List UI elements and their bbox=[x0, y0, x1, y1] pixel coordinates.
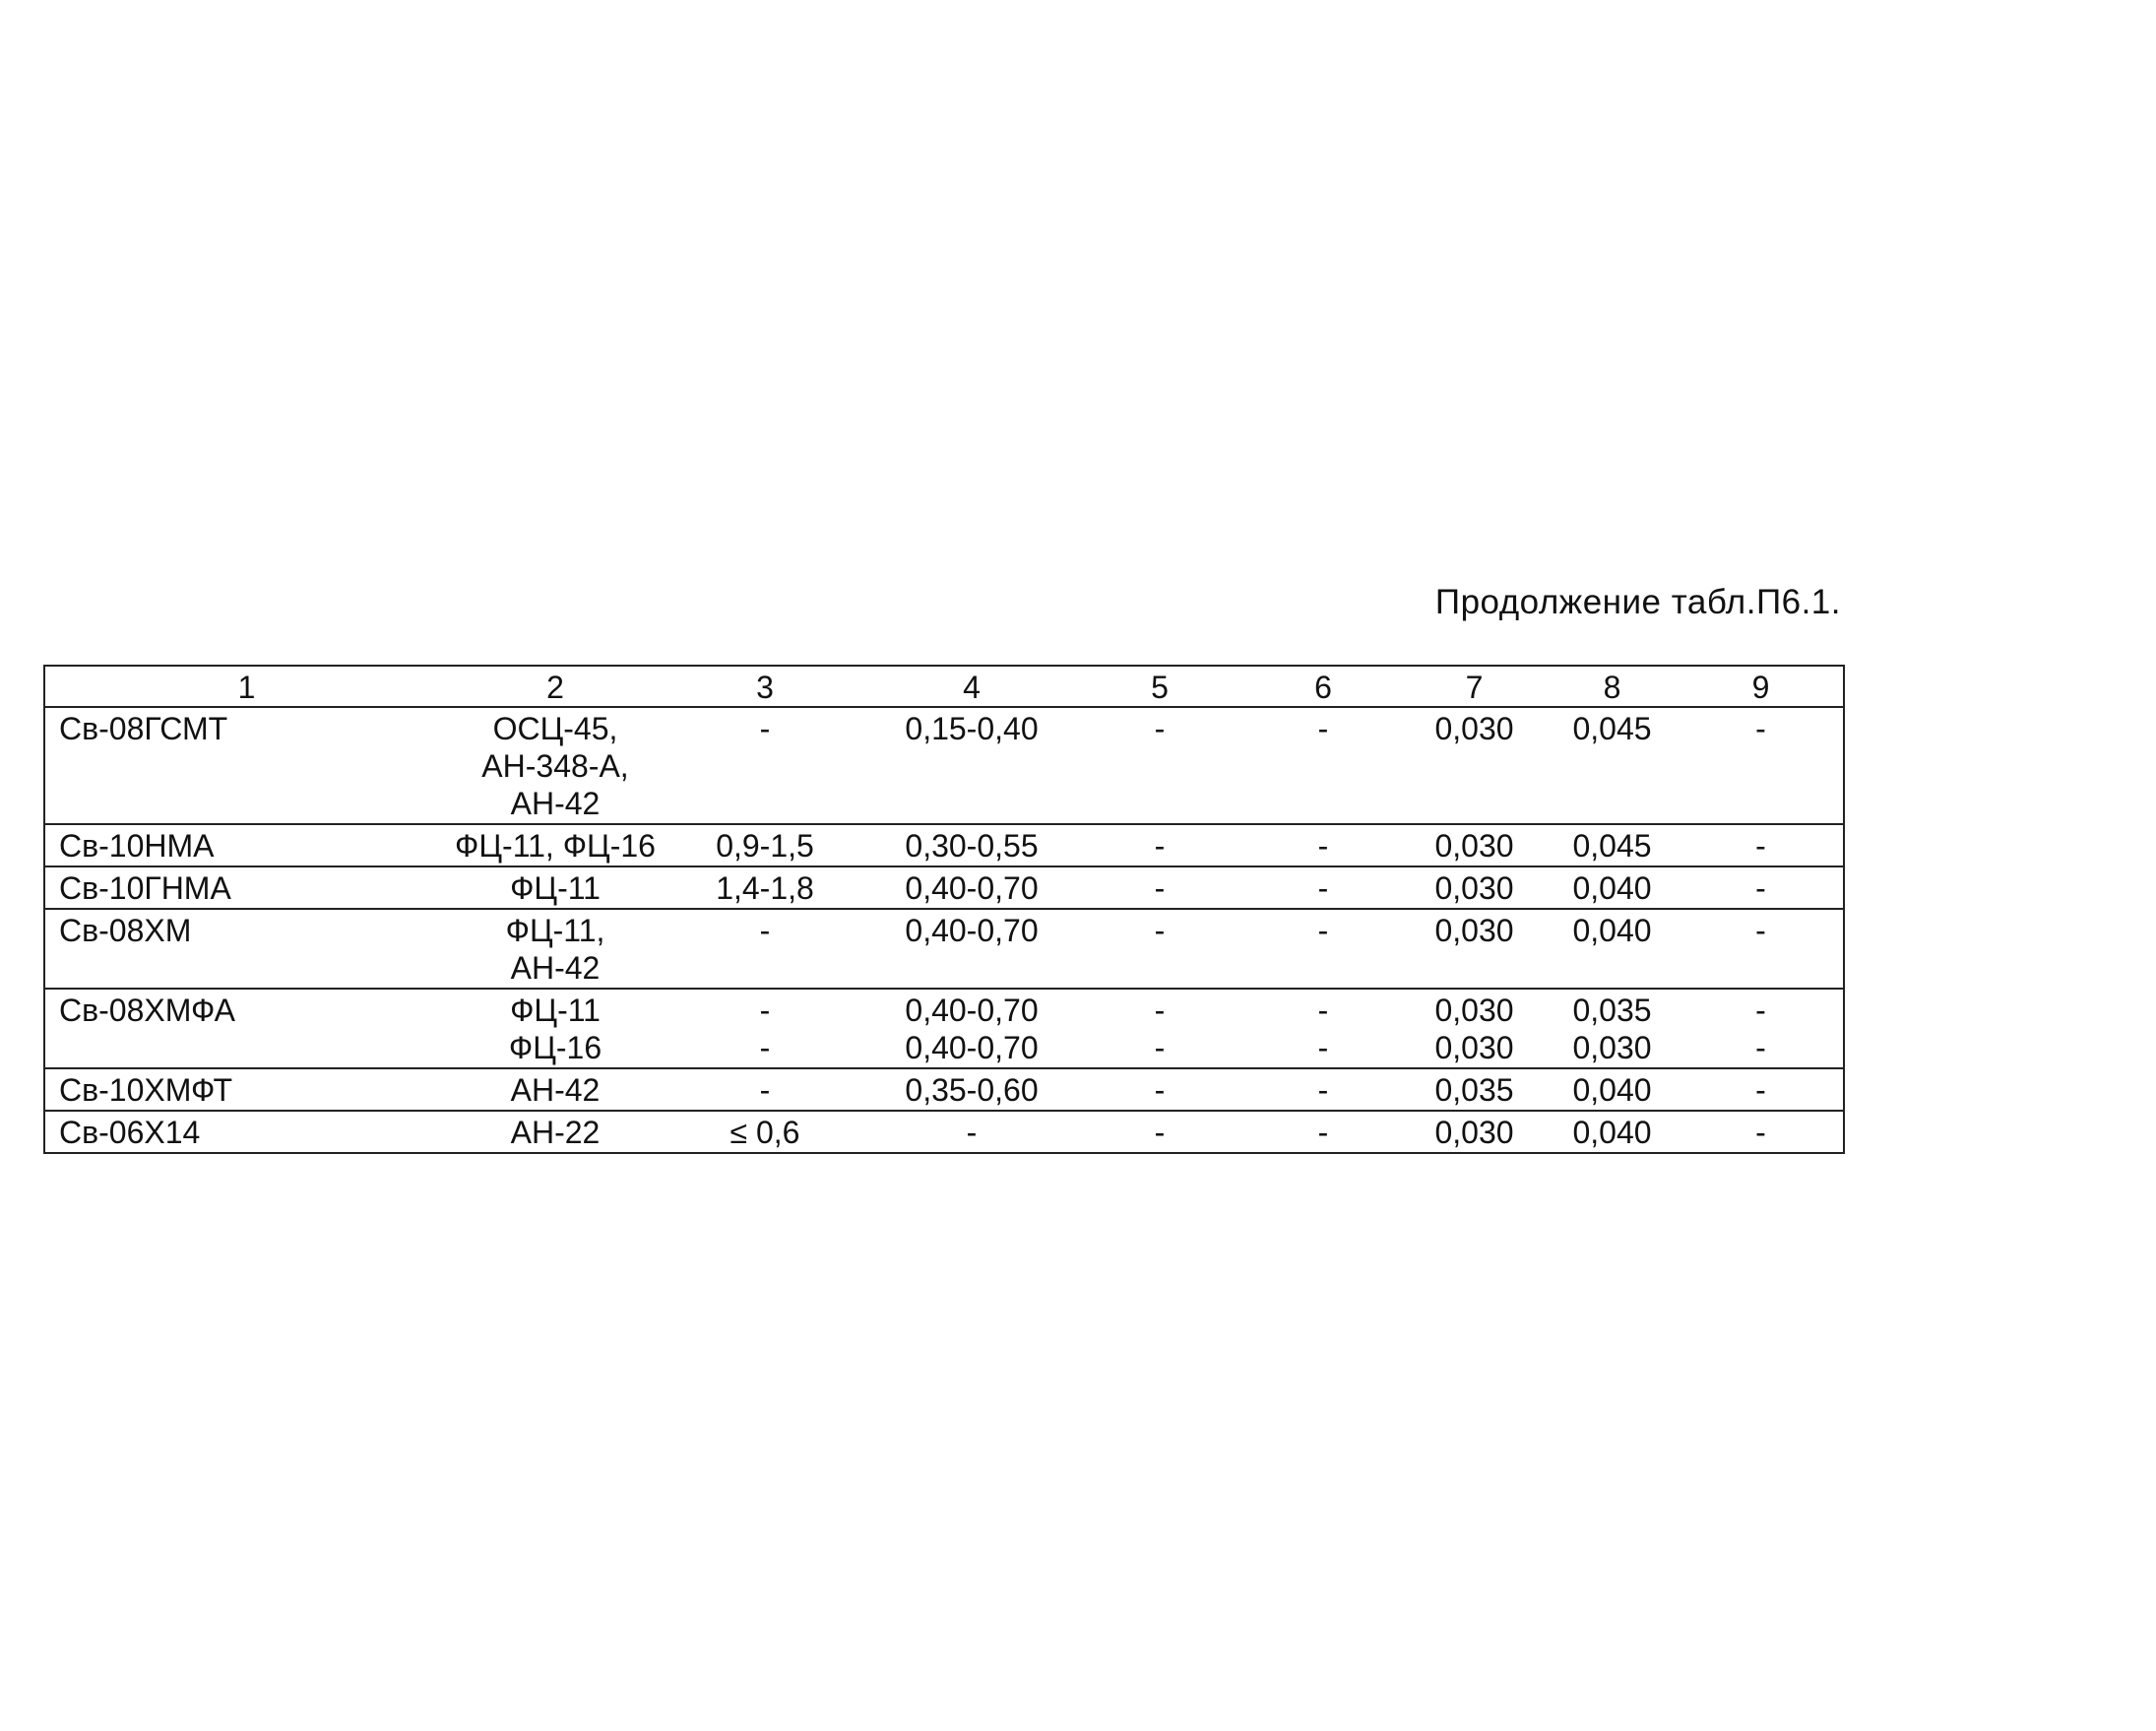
flux-line: АН-42 bbox=[510, 786, 601, 821]
wire-grade: Св-08ХМ bbox=[44, 909, 448, 989]
cell-line: - bbox=[1755, 1030, 1766, 1065]
cell: 0,030 bbox=[1403, 866, 1546, 909]
cell: - bbox=[1243, 1068, 1403, 1111]
column-header: 9 bbox=[1679, 666, 1844, 707]
cell: 0,040 bbox=[1546, 866, 1679, 909]
table-row bbox=[44, 909, 1844, 989]
wire-grade: Св-10ГНМА bbox=[44, 866, 448, 909]
header-row bbox=[44, 666, 1844, 707]
welding-wire-table bbox=[43, 665, 1845, 1154]
cell: 0,045 bbox=[1546, 824, 1679, 866]
flux-cell bbox=[448, 707, 663, 824]
column-header: 1 bbox=[44, 666, 448, 707]
cell: - bbox=[867, 1111, 1076, 1153]
cell: ≤ 0,6 bbox=[663, 1111, 867, 1153]
flux-cell bbox=[448, 989, 663, 1068]
cell: 0,045 bbox=[1546, 707, 1679, 824]
flux-line: ОСЦ-45, bbox=[492, 711, 618, 746]
cell: - bbox=[1243, 1111, 1403, 1153]
cell: 0,040 bbox=[1546, 1068, 1679, 1111]
cell: 0,40-0,70 bbox=[867, 866, 1076, 909]
wire-grade: Св-10НМА bbox=[44, 824, 448, 866]
cell: - bbox=[1679, 1068, 1844, 1111]
cell: 0,35-0,60 bbox=[867, 1068, 1076, 1111]
flux-line: ФЦ-16 bbox=[508, 1030, 602, 1065]
table-row bbox=[44, 824, 1844, 866]
wire-grade: Св-10ХМФТ bbox=[44, 1068, 448, 1111]
wire-grade: Св-06Х14 bbox=[44, 1111, 448, 1153]
flux-cell: ФЦ-11, ФЦ-16 bbox=[448, 824, 663, 866]
flux-line: АН-348-А, bbox=[481, 748, 629, 784]
column-header: 6 bbox=[1243, 666, 1403, 707]
cell: 0,9-1,5 bbox=[663, 824, 867, 866]
cell bbox=[1243, 989, 1403, 1068]
cell-line: 0,030 bbox=[1434, 993, 1514, 1028]
flux-line: ФЦ-11, bbox=[505, 913, 605, 948]
cell-line: - bbox=[1154, 1030, 1166, 1065]
table-row bbox=[44, 1068, 1844, 1111]
table-row bbox=[44, 1111, 1844, 1153]
cell: - bbox=[1243, 824, 1403, 866]
cell-line: - bbox=[759, 1030, 771, 1065]
cell: 0,40-0,70 bbox=[867, 909, 1076, 989]
cell: 0,030 bbox=[1403, 1111, 1546, 1153]
cell bbox=[1679, 989, 1844, 1068]
cell: - bbox=[1679, 824, 1844, 866]
wire-grade: Св-08ХМФА bbox=[44, 989, 448, 1068]
flux-cell: АН-42 bbox=[448, 1068, 663, 1111]
cell-line: 0,40-0,70 bbox=[905, 993, 1039, 1028]
cell-line: 0,40-0,70 bbox=[905, 1030, 1039, 1065]
column-header: 3 bbox=[663, 666, 867, 707]
column-header: 5 bbox=[1076, 666, 1243, 707]
cell: 0,030 bbox=[1403, 707, 1546, 824]
cell: - bbox=[1076, 909, 1243, 989]
column-header: 8 bbox=[1546, 666, 1679, 707]
flux-line: АН-42 bbox=[510, 950, 601, 986]
cell: - bbox=[663, 1068, 867, 1111]
cell: - bbox=[1679, 909, 1844, 989]
cell: - bbox=[1076, 707, 1243, 824]
cell: 0,035 bbox=[1403, 1068, 1546, 1111]
cell bbox=[1403, 989, 1546, 1068]
table-row bbox=[44, 989, 1844, 1068]
cell bbox=[867, 989, 1076, 1068]
cell: 0,040 bbox=[1546, 909, 1679, 989]
cell: - bbox=[663, 707, 867, 824]
cell: - bbox=[1679, 707, 1844, 824]
flux-cell: АН-22 bbox=[448, 1111, 663, 1153]
wire-grade: Св-08ГСМТ bbox=[44, 707, 448, 824]
cell-line: - bbox=[1154, 993, 1166, 1028]
cell: - bbox=[663, 909, 867, 989]
cell-line: - bbox=[1317, 1030, 1329, 1065]
column-header: 2 bbox=[448, 666, 663, 707]
cell: - bbox=[1243, 707, 1403, 824]
cell-line: - bbox=[1755, 993, 1766, 1028]
flux-cell: ФЦ-11 bbox=[448, 866, 663, 909]
column-header: 4 bbox=[867, 666, 1076, 707]
cell bbox=[1076, 989, 1243, 1068]
flux-cell bbox=[448, 909, 663, 989]
column-header: 7 bbox=[1403, 666, 1546, 707]
cell: - bbox=[1679, 1111, 1844, 1153]
cell: 0,30-0,55 bbox=[867, 824, 1076, 866]
cell-line: 0,030 bbox=[1572, 1030, 1652, 1065]
cell-line: - bbox=[1317, 993, 1329, 1028]
cell: - bbox=[1679, 866, 1844, 909]
cell: - bbox=[1076, 866, 1243, 909]
cell bbox=[663, 989, 867, 1068]
cell-line: 0,030 bbox=[1434, 1030, 1514, 1065]
cell: - bbox=[1243, 866, 1403, 909]
cell: 0,030 bbox=[1403, 824, 1546, 866]
flux-line: ФЦ-11 bbox=[510, 993, 601, 1028]
cell: 0,15-0,40 bbox=[867, 707, 1076, 824]
cell: - bbox=[1076, 1111, 1243, 1153]
cell bbox=[1546, 989, 1679, 1068]
cell-line: - bbox=[759, 993, 771, 1028]
cell: 0,040 bbox=[1546, 1111, 1679, 1153]
cell: 1,4-1,8 bbox=[663, 866, 867, 909]
cell: - bbox=[1076, 1068, 1243, 1111]
table-caption: Продолжение табл.П6.1. bbox=[1434, 583, 1841, 621]
cell-line: 0,035 bbox=[1572, 993, 1652, 1028]
cell: - bbox=[1243, 909, 1403, 989]
table-row bbox=[44, 707, 1844, 824]
cell: - bbox=[1076, 824, 1243, 866]
table-row bbox=[44, 866, 1844, 909]
cell: 0,030 bbox=[1403, 909, 1546, 989]
